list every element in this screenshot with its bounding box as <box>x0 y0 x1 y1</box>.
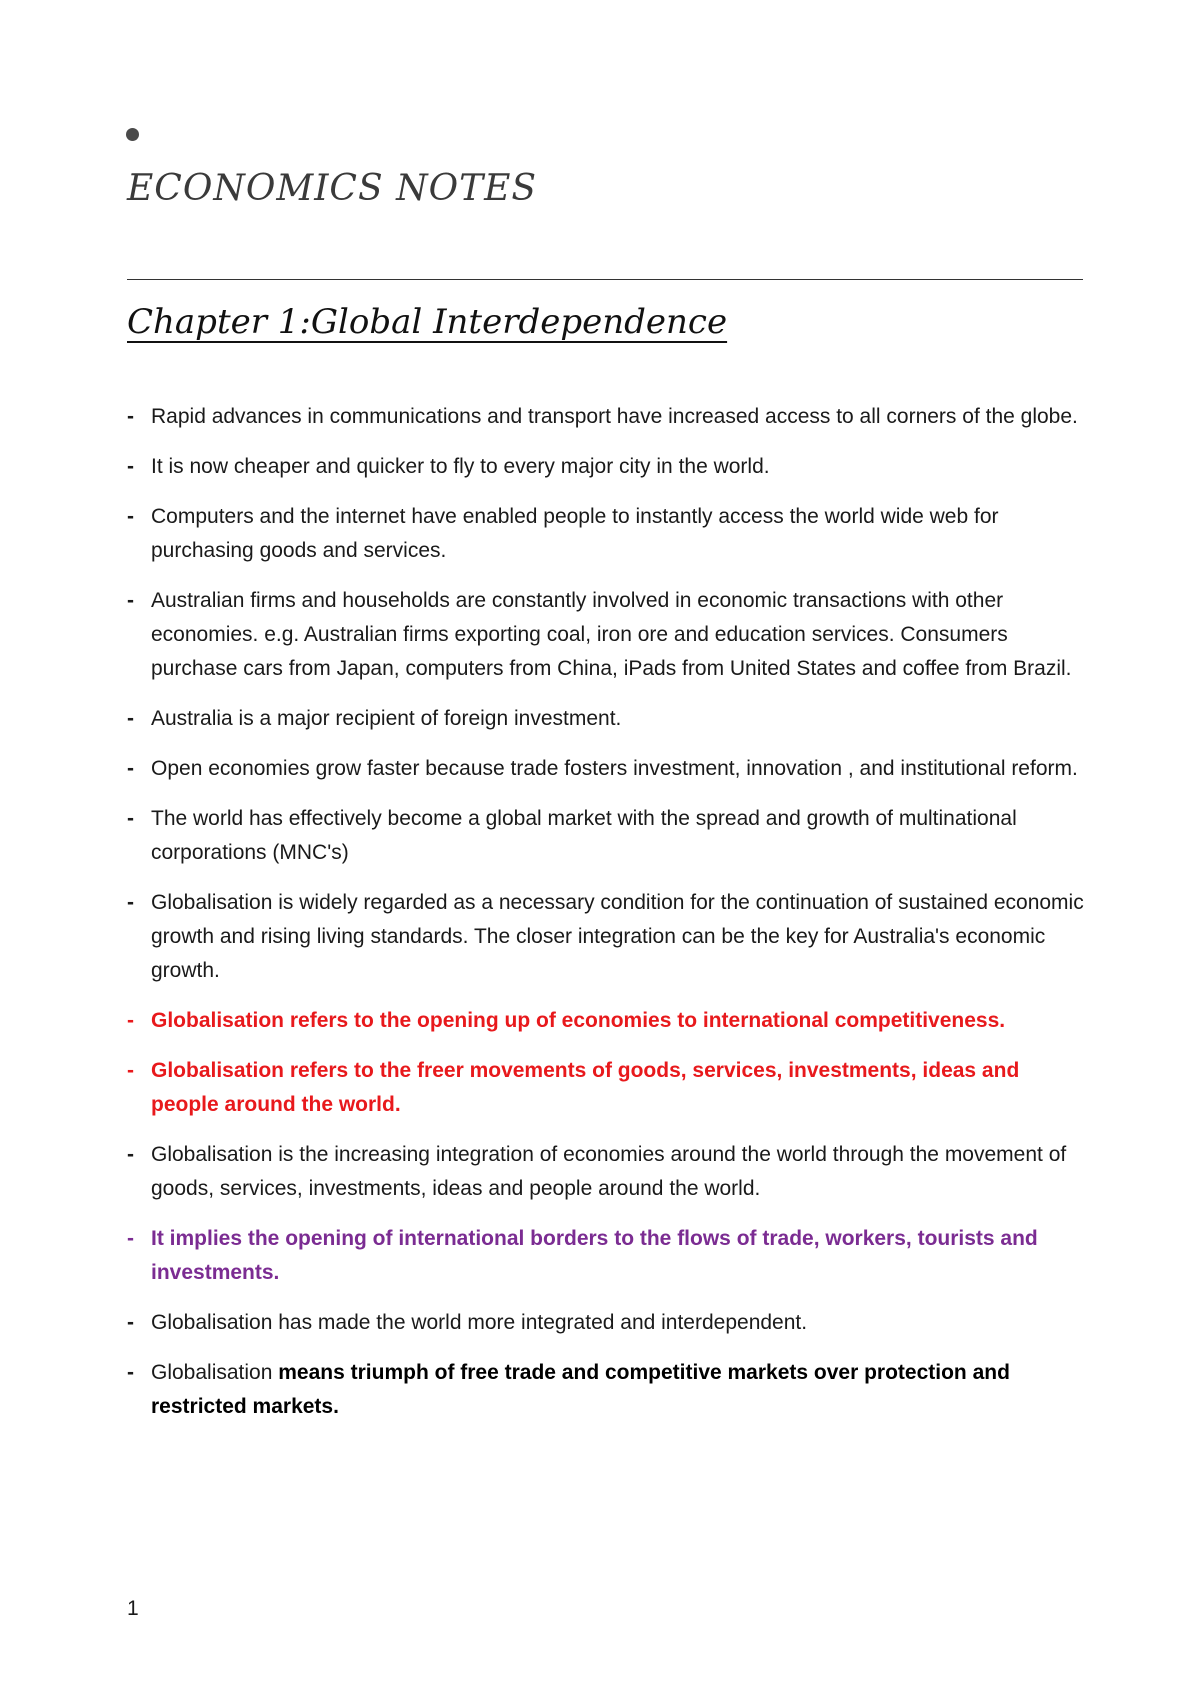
list-item-text: Globalisation is widely regarded as a necessary condition for the continuation of sustained economic growth and rising living standards. The closer integration can be the key for Australia's economic growth. <box>151 891 1084 982</box>
page-number: 1 <box>127 1597 139 1620</box>
list-item-lead-text: Globalisation <box>151 1361 279 1384</box>
list-item-text: Globalisation refers to the freer movements of goods, services, investments, ideas and people around the world. <box>151 1059 1020 1116</box>
list-item-emphasis-text: means triumph of free trade and competitive markets over protection and restricted markets. <box>151 1361 1010 1418</box>
dash-bullet: - <box>127 807 134 830</box>
list-item <box>127 1138 1087 1206</box>
list-item-text: Globalisation is the increasing integration of economies around the world through the movement of goods, services, investments, ideas and people around the world. <box>151 1143 1067 1200</box>
list-item-text: Computers and the internet have enabled people to instantly access the world wide web for purchasing goods and services. <box>151 505 999 562</box>
list-item-text: Rapid advances in communications and transport have increased access to all corners of the globe. <box>151 405 1078 428</box>
list-item <box>127 1306 1087 1340</box>
dash-bullet: - <box>127 1361 134 1384</box>
list-item-text: Open economies grow faster because trade fosters investment, innovation , and institutional reform. <box>151 757 1078 780</box>
dash-bullet: - <box>127 1227 134 1250</box>
chapter-heading: Chapter 1:Global Interdependence <box>127 302 728 342</box>
list-item-highlight-red <box>127 1004 1087 1038</box>
dash-bullet: - <box>127 405 134 428</box>
list-item <box>127 752 1087 786</box>
list-item-text: Australian firms and households are constantly involved in economic transactions with other economies. e.g. Australian firms exporting coal, iron ore and education services. Consumers purchase cars from Japan, computers from China, iPads from United States and coffee from Brazil. <box>151 589 1072 680</box>
list-item <box>127 886 1087 988</box>
notes-list <box>127 400 1087 1440</box>
list-item-text: Globalisation refers to the opening up of economies to international competitiveness. <box>151 1009 1006 1032</box>
list-item-highlight-red <box>127 1054 1087 1122</box>
list-item-text <box>151 1356 1087 1424</box>
list-item-text: It is now cheaper and quicker to fly to every major city in the world. <box>151 455 770 478</box>
dash-bullet: - <box>127 1059 134 1082</box>
dash-bullet: - <box>127 505 134 528</box>
list-item <box>127 702 1087 736</box>
list-item <box>127 500 1087 568</box>
dash-bullet: - <box>127 707 134 730</box>
dash-bullet: - <box>127 891 134 914</box>
list-item-text: The world has effectively become a global market with the spread and growth of multinational corporations (MNC's) <box>151 807 1017 864</box>
list-item <box>127 802 1087 870</box>
list-item-text: It implies the opening of international borders to the flows of trade, workers, tourists and investments. <box>151 1227 1038 1284</box>
dash-bullet: - <box>127 589 134 612</box>
list-item-final <box>127 1356 1087 1424</box>
list-item-text: Australia is a major recipient of foreign investment. <box>151 707 622 730</box>
dash-bullet: - <box>127 1143 134 1166</box>
horizontal-rule <box>127 279 1083 280</box>
dash-bullet: - <box>127 757 134 780</box>
dash-bullet: - <box>127 1311 134 1334</box>
list-item <box>127 584 1087 686</box>
bullet-dot-icon <box>126 128 139 141</box>
dash-bullet: - <box>127 1009 134 1032</box>
list-item-highlight-purple <box>127 1222 1087 1290</box>
list-item-text: Globalisation has made the world more integrated and interdependent. <box>151 1311 808 1334</box>
list-item <box>127 400 1087 434</box>
dash-bullet: - <box>127 455 134 478</box>
document-title: ECONOMICS NOTES <box>127 168 538 209</box>
list-item <box>127 450 1087 484</box>
